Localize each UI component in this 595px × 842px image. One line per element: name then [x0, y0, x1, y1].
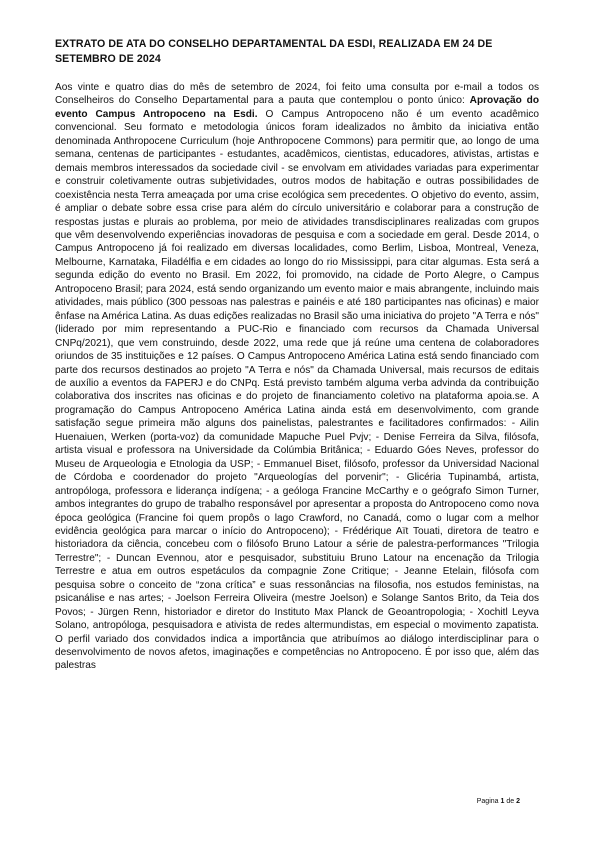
document-title: EXTRATO DE ATA DO CONSELHO DEPARTAMENTAL DA ESDI, REALIZADA EM 24 DE SETEMBRO DE 2024 — [55, 38, 493, 65]
page-total: 2 — [516, 798, 520, 805]
paragraph-intro: Aos vinte e quatro dias do mês de setembro de 2024, foi feito uma consulta por e-mail a todos os Conselheiros do Conselho Departamental para a pauta que contemplou o ponto único: — [55, 82, 539, 107]
body-paragraph — [55, 81, 539, 673]
page-number-footer — [477, 798, 520, 805]
page-label: Pagina — [476, 798, 499, 805]
paragraph-bold-topic: Aprovação do evento Campus Antropoceno na Esdi. — [55, 95, 539, 120]
page-of: de — [506, 798, 515, 805]
paragraph-rest: O Campus Antropoceno não é um evento acadêmico convencional. Seu formato e metodologia únicos foram idealizados no âmbito da iniciativa então denominada Anthropocene Curriculum (hoje Anthropocene Commons) para permitir que, ao longo de uma semana, centenas de participantes - estudantes, acadêmicos, cientistas, educadores, ativistas, artistas e demais membros interessados da sociedade civil - se envolvam em atividades variadas para experimentar e construir coletivamente outras subjetividades, outros modos de habitação e outras possibilidades de coexistência nesta Terra ameaçada por uma crise ecológica sem precedentes. O objetivo do evento, assim, é ampliar o debate sobre essa crise para além do círculo universitário e colaborar para a construção de respostas justas e plurais ao problema, por meio de atividades transdisciplinares realizadas com grupos que vêm desenvolvendo experiências inovadoras de pesquisa e com a sociedade em geral. Desde 2014, o Campus Antropoceno já foi realizado em diversas localidades, como Berlim, Lisboa, Montreal, Veneza, Melbourne, Karnataka, Filadélfia e em cidades ao longo do rio Mississippi, para citar algumas. Esta será a segunda edição do evento no Brasil. Em 2022, foi promovido, na cidade de Porto Alegre, o Campus Antropoceno Brasil; para 2024, está sendo organizando um evento maior e mais abrangente, incluindo mais atividades, mais público (300 pessoas nas palestras e painéis e até 180 participantes nas oficinas) e maior ênfase na América Latina. As duas edições realizadas no Brasil são uma iniciativa do projeto "A Terra e nós" (liderado por mim representando a PUC-Rio e financiado com recursos da Chamada Universal CNPq/2021), que vem construindo, desde 2022, uma rede que já reúne uma centena de colaboradores oriundos de 35 instituições e 12 países. O Campus Antropoceno América Latina está sendo financiado com parte dos recursos destinados ao projeto "A Terra e nós" da Chamada Universal, mais recursos de editais de auxílio a eventos da FAPERJ e do CNPq. Está previsto também alguma verba advinda da contribuição colaborativa dos inscrites nas oficinas e do projeto de financiamento coletivo na plataforma apoia.se. A programação do Campus Antropoceno América Latina ainda está em desenvolvimento, com grande satisfação segue primeira mão alguns dos painelistas, palestrantes e facilitadores confirmados: - Ailin Huenaiuen, Werken (porta-voz) da comunidade Mapuche Puel Pvjv; - Denise Ferreira da Silva, filósofa, artista visual e professora na Universidade da Colúmbia Britânica; - Eduardo Góes Neves, professor do Museu de Arqueologia e Etnologia da USP; - Emmanuel Biset, filósofo, professor da Universidad Nacional de Córdoba e coordenador do projeto "Arqueologías del porvenir"; - Glicéria Tupinambá, artista, antropóloga, professora e liderança indígena; - a geóloga Francine McCarthy e o geógrafo Simon Turner, ambos integrantes do grupo de trabalho responsável por apresentar a proposta do Antropoceno como nova época geológica (Francine foi quem propôs o lago Crawford, no Canadá, como o lugar com a melhor evidência geológica para marcar o início do Antropoceno); - Frédérique Aït Touati, diretora de teatro e historiadora da ciência, concebeu com o filósofo Bruno Latour a série de palestra-performances "Trilogia Terrestre"; - Duncan Evennou, ator e pesquisador, substituiu Bruno Latour na encenação da Trilogia Terrestre e atua em outros espetáculos da compagnie Zone Critique; - Jeanne Etelain, filósofa com pesquisa sobre o conceito de “zona crítica” e suas ressonâncias na filosofia, nos estudos feministas, na psicanálise e nas artes; - Joelson Ferreira Oliveira (mestre Joelson) e Solange Santos Brito, da Teia dos Povos; - Jürgen Renn, historiador e diretor do Instituto Max Planck de Geoantropologia; - Xochitl Leyva Solano, antropóloga, pesquisadora e ativista de redes altermundistas, em especial o movimento zapatista. O perfil variado dos convidados indica a importância que atribuímos ao diálogo interdisciplinar para o desenvolvimento de novos afetos, imaginações e competências no Antropoceno. É por isso que, além das palestras — [55, 108, 539, 672]
page-current: 1 — [500, 798, 505, 805]
